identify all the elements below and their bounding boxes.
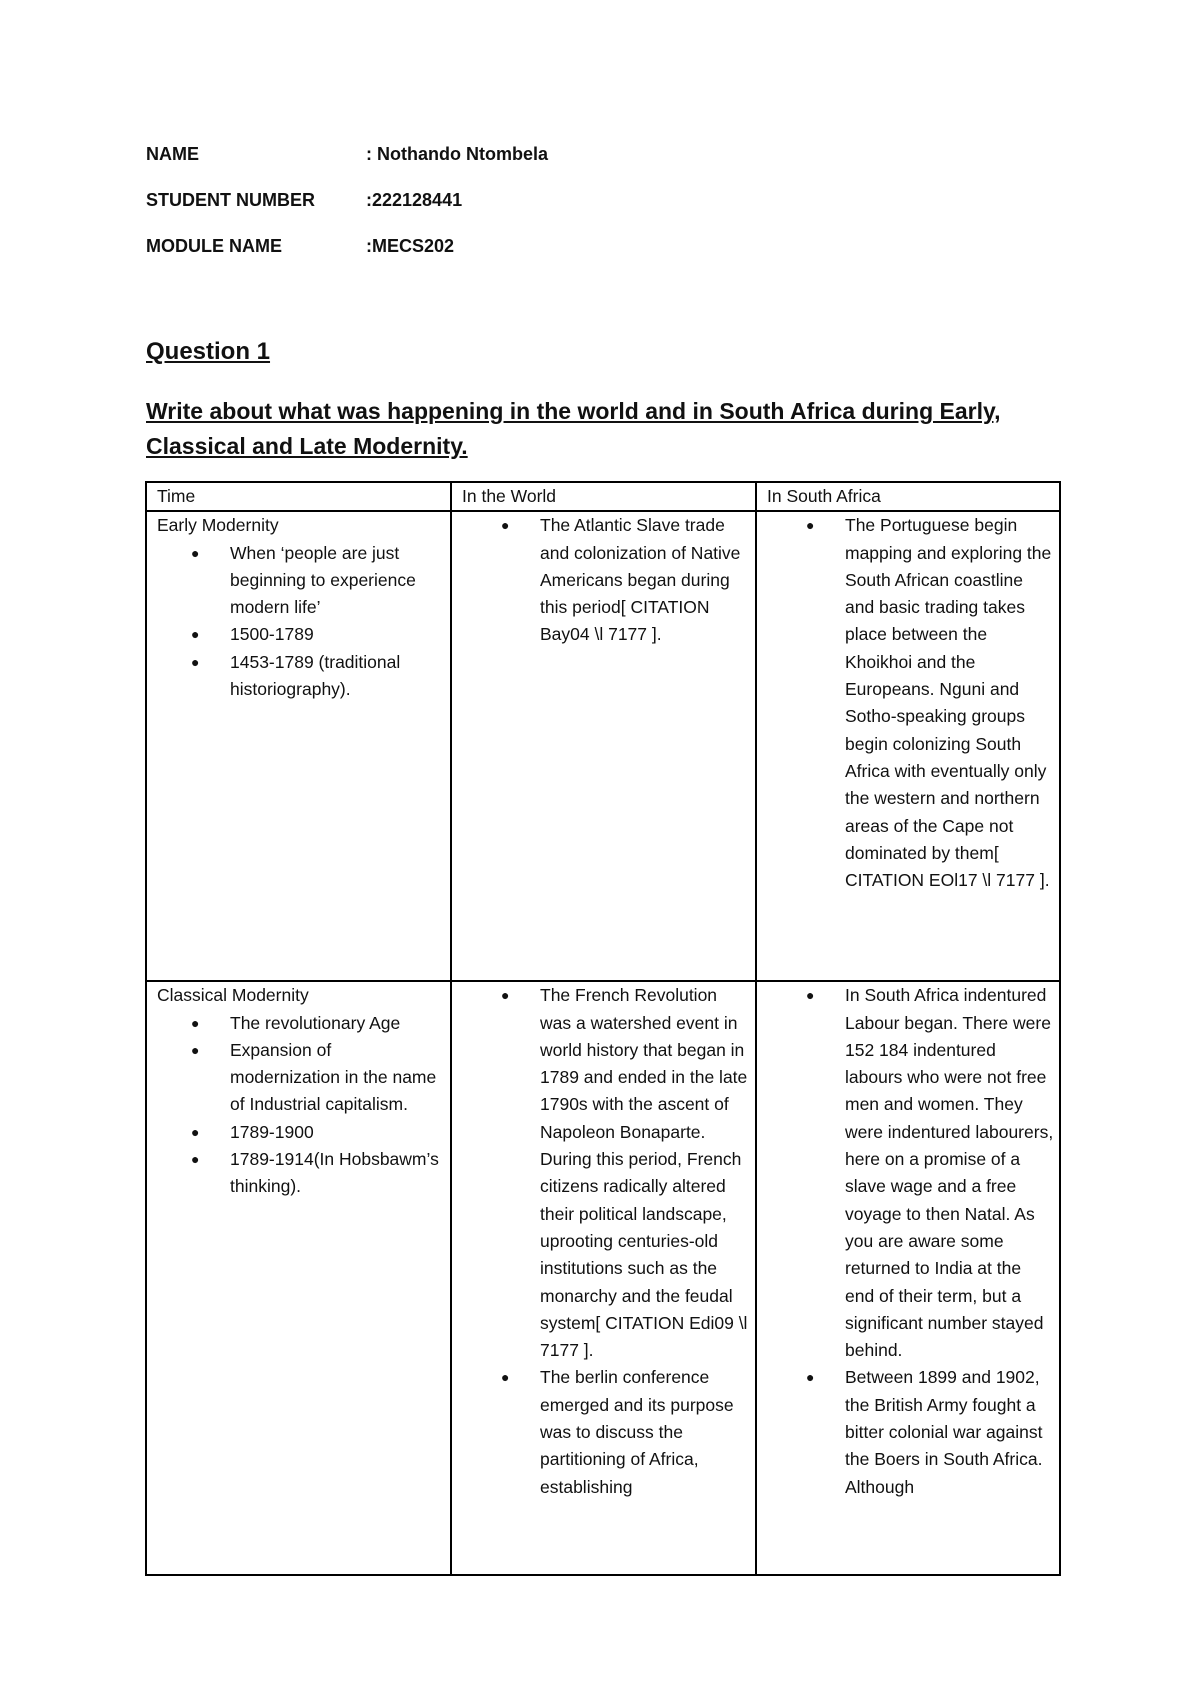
bullet-icon: ●: [501, 1369, 510, 1386]
period-title: Classical Modernity: [157, 985, 309, 1006]
modernity-table: [145, 481, 1061, 1576]
period-title: Early Modernity: [157, 515, 279, 536]
table-header-row: [146, 482, 1060, 511]
bullet-icon: ●: [501, 517, 510, 534]
bullet-icon: ●: [191, 544, 200, 561]
list-item: ● Between 1899 and 1902, the British Army fought a bitter colonial war against the Boers in South Africa. Although: [767, 1364, 1053, 1500]
list-item: ● 1500-1789: [157, 621, 444, 648]
list-item: ● 1453-1789 (traditional historiography).: [157, 649, 444, 704]
south-africa-cell: [756, 511, 1060, 981]
bullet-icon: ●: [806, 987, 815, 1004]
list-item: ● Expansion of modernization in the name of Industrial capitalism.: [157, 1037, 444, 1119]
module-name-row: [146, 236, 548, 282]
name-label: NAME: [146, 144, 199, 164]
bullet-icon: ●: [191, 653, 200, 670]
table-row: [146, 511, 1060, 981]
list-item: ● The Portuguese begin mapping and exploring the South African coastline and basic trading takes place between the Khoikhoi and the Europeans. Nguni and Sotho-speaking groups begin colonizing South Africa with eventually only the western and northern areas of the Cape not dominated by them[ CITATION EOl17 \l 7177 ].: [767, 512, 1053, 894]
bullet-icon: ●: [806, 1369, 815, 1386]
list-item: ● The Atlantic Slave trade and colonization of Native Americans began during this period[ CITATION Bay04 \l 7177 ].: [462, 512, 749, 648]
header-world: In the World: [451, 482, 756, 511]
question-prompt: Write about what was happening in the world and in South Africa during Early, Classical and Late Modernity.: [146, 398, 1001, 459]
student-number-label: STUDENT NUMBER: [146, 190, 315, 210]
time-cell: [146, 981, 451, 1575]
bullet-icon: ●: [806, 517, 815, 534]
list-item: ● The French Revolution was a watershed event in world history that began in 1789 and ended in the late 1790s with the ascent of Napoleon Bonaparte. During this period, French citizens radically altered their political landscape, uprooting centuries-old institutions such as the monarchy and the feudal system[ CITATION Edi09 \l 7177 ].: [462, 982, 749, 1364]
module-name-value: :MECS202: [366, 236, 455, 256]
list-item: ● The berlin conference emerged and its purpose was to discuss the partitioning of Africa, establishing: [462, 1364, 749, 1500]
world-bullet-list: [462, 512, 749, 648]
bullet-icon: ●: [501, 987, 510, 1004]
bullet-icon: ●: [191, 1151, 200, 1168]
header-south-africa: In South Africa: [756, 482, 1060, 511]
list-item: ● In South Africa indentured Labour began. There were 152 184 indentured labours who were not free men and women. They were indentured labourers, here on a promise of a slave wage and a free voyage to then Natal. As you are aware some returned to India at the end of their term, but a significant number stayed behind.: [767, 982, 1053, 1364]
student-details: [146, 144, 548, 282]
world-cell: [451, 981, 756, 1575]
student-number-value: :222128441: [366, 190, 463, 210]
module-name-label: MODULE NAME: [146, 236, 282, 256]
table-row: [146, 981, 1060, 1575]
bullet-icon: ●: [191, 1123, 200, 1140]
time-bullet-list: [157, 1010, 444, 1201]
south-africa-cell: [756, 981, 1060, 1575]
name-row: [146, 144, 548, 190]
bullet-icon: ●: [191, 1014, 200, 1031]
header-time: Time: [146, 482, 451, 511]
bullet-icon: ●: [191, 1041, 200, 1058]
time-bullet-list: [157, 540, 444, 704]
south-africa-bullet-list: [767, 982, 1053, 1501]
south-africa-bullet-list: [767, 512, 1053, 894]
list-item: ● When ‘people are just beginning to experience modern life’: [157, 540, 444, 622]
list-item: ● 1789-1900: [157, 1119, 444, 1146]
time-cell: [146, 511, 451, 981]
bullet-icon: ●: [191, 626, 200, 643]
student-number-row: [146, 190, 548, 236]
list-item: ● 1789-1914(In Hobsbawm’s thinking).: [157, 1146, 444, 1201]
list-item: ● The revolutionary Age: [157, 1010, 444, 1037]
world-cell: [451, 511, 756, 981]
world-bullet-list: [462, 982, 749, 1501]
question-title: Question 1: [146, 338, 271, 365]
name-value: : Nothando Ntombela: [366, 144, 548, 164]
